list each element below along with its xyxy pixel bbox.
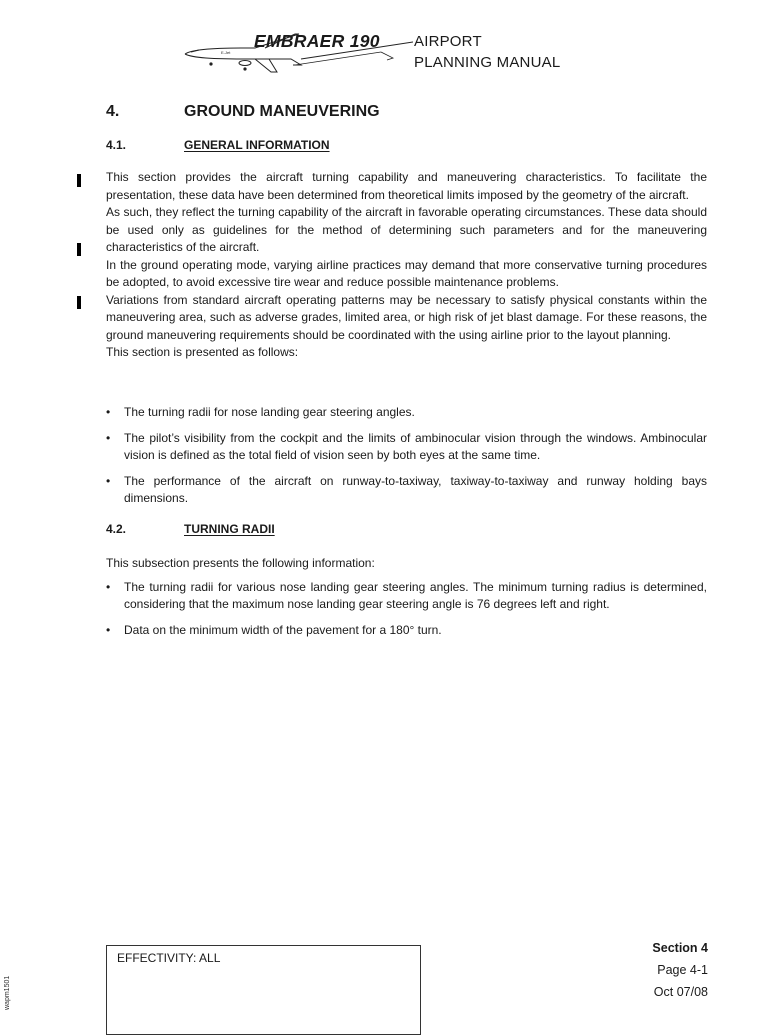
paragraph: In the ground operating mode, varying airline practices may demand that more conservative turning procedures be adopted, to avoid excessive tire wear and reduce possible maintenance problems. <box>106 257 707 289</box>
side-code: wapm1501 <box>4 975 11 1010</box>
bullet-icon: • <box>106 431 111 445</box>
footer-date: Oct 07/08 <box>653 985 708 999</box>
list-item <box>106 430 707 464</box>
change-bar <box>77 243 81 256</box>
general-text-block <box>106 169 707 362</box>
section-title: GROUND MANEUVERING <box>184 103 380 120</box>
section-number: 4. <box>106 103 120 120</box>
paragraph: This section provides the aircraft turning capability and maneuvering characteristics. To facilitate the presentation, these data have been determined from theoretical limits imposed by the geometry of the aircraft. <box>106 170 707 202</box>
list-item-text: The performance of the aircraft on runway-to-taxiway, taxiway-to-taxiway and runway holding bays dimensions. <box>124 474 707 505</box>
paragraph: This section is presented as follows: <box>106 345 299 359</box>
footer-page: Page 4-1 <box>657 963 708 977</box>
subsection-title-turning: TURNING RADII <box>184 522 275 536</box>
paragraph: This subsection presents the following information: <box>106 556 375 570</box>
bullet-icon: • <box>106 474 111 488</box>
brand-name: EMBRAER 190 <box>254 31 380 51</box>
footer-section: Section 4 <box>652 941 708 955</box>
manual-title-line1: AIRPORT <box>414 33 482 50</box>
change-bar <box>77 296 81 309</box>
list-item <box>106 404 707 421</box>
subsection-number-turning: 4.2. <box>106 522 127 536</box>
subsection-title-general: GENERAL INFORMATION <box>184 138 330 152</box>
list-item-text: The turning radii for various nose landing gear steering angles. The minimum turning radius is determined, considering that the maximum nose landing gear steering angle is 76 degrees left and right. <box>124 580 707 611</box>
bullet-icon: • <box>106 580 111 594</box>
paragraph: As such, they reflect the turning capability of the aircraft in favorable operating circumstances. These data should be used only as guidelines for the method of determining such parameters and for the maneuvering characteristics of the aircraft. <box>106 205 707 254</box>
bullet-icon: • <box>106 405 111 419</box>
manual-title-line2: PLANNING MANUAL <box>414 54 561 71</box>
list-item <box>106 473 707 507</box>
bullet-icon: • <box>106 623 111 637</box>
list-item-text: Data on the minimum width of the pavement for a 180° turn. <box>124 623 442 637</box>
svg-text:E-Jet: E-Jet <box>221 50 231 55</box>
subsection-number-general: 4.1. <box>106 138 127 152</box>
manual-title <box>414 31 560 73</box>
general-bullet-list <box>106 404 707 507</box>
list-item-text: The turning radii for nose landing gear steering angles. <box>124 405 415 419</box>
effectivity-label: EFFECTIVITY: ALL <box>117 951 221 965</box>
list-item-text: The pilot’s visibility from the cockpit and the limits of ambinocular vision through the windows. Ambinocular vision is defined as the total field of vision seen by both eyes at the same time. <box>124 431 707 462</box>
list-item <box>106 579 707 613</box>
turning-intro <box>106 555 707 573</box>
change-bar <box>77 174 81 187</box>
turning-bullet-list <box>106 579 707 639</box>
effectivity-box <box>106 945 421 1035</box>
list-item <box>106 622 707 639</box>
paragraph: Variations from standard aircraft operating patterns may be necessary to satisfy physical constants within the maneuvering area, such as adverse grades, limited area, or high risk of jet blast damage. For these reasons, the ground maneuvering requirements should be coordinated with the using airline prior to the layout planning. <box>106 292 707 342</box>
